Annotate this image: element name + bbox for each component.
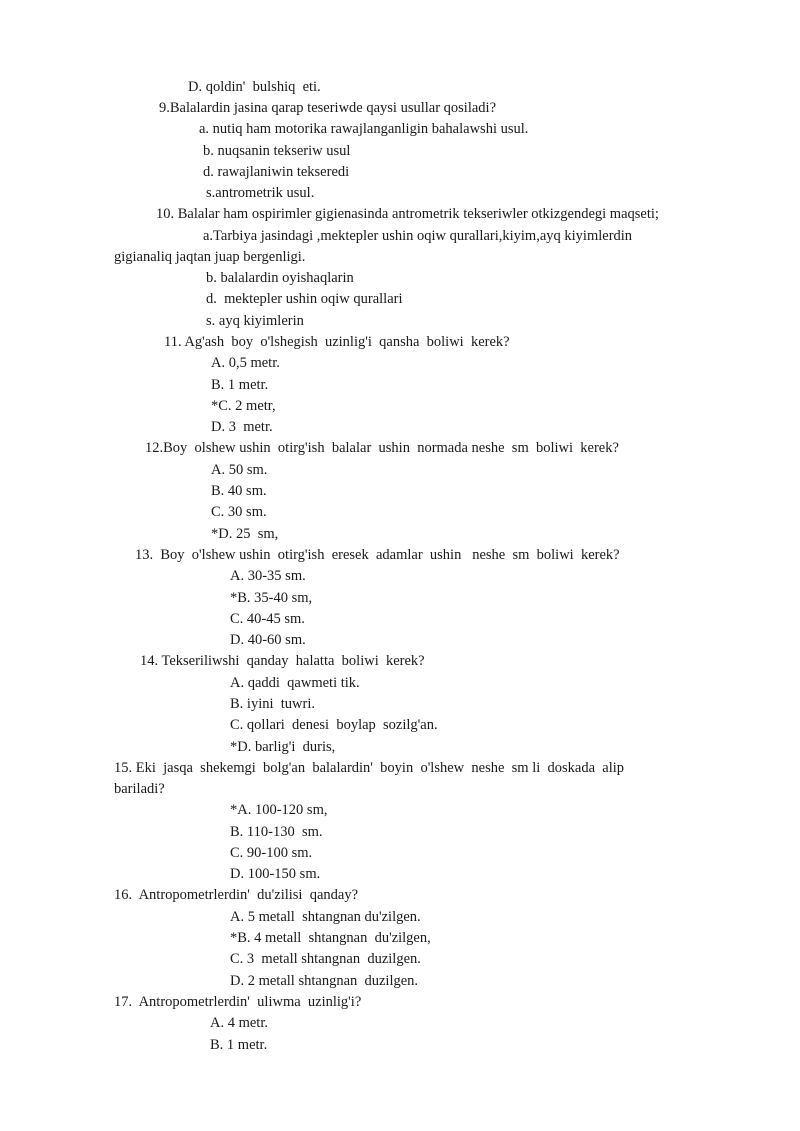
- answer-option: A. 30-35 sm.: [230, 568, 306, 584]
- question-10: 10. Balalar ham ospirimler gigienasinda antrometrik tekseriwler otkizgendegi maqseti;: [156, 206, 659, 222]
- question-15: 15. Eki jasqa shekemgi bolg'an balalardin' boyin o'lshew neshe sm li doskada alip: [114, 760, 625, 776]
- answer-option: A. 4 metr.: [210, 1015, 268, 1031]
- answer-option: s. ayq kiyimlerin: [206, 313, 304, 329]
- answer-option: C. 40-45 sm.: [230, 611, 305, 627]
- question-14: 14. Tekseriliwshi qanday halatta boliwi kerek?: [140, 653, 425, 669]
- answer-option-continuation: gigianaliq jaqtan juap bergenligi.: [114, 249, 306, 265]
- answer-option: D. 2 metall shtangnan duzilgen.: [230, 973, 419, 989]
- answer-option-correct: *D. barlig'i duris,: [230, 739, 336, 755]
- question-17: 17. Antropometrlerdin' uliwma uzinlig'i?: [114, 994, 362, 1010]
- question-16: 16. Antropometrlerdin' du'zilisi qanday?: [114, 887, 359, 903]
- answer-option-correct: *B. 35-40 sm,: [230, 590, 313, 606]
- answer-option-correct: *D. 25 sm,: [211, 526, 279, 542]
- answer-option: B. 1 metr.: [211, 377, 269, 393]
- answer-option: d. mektepler ushin oqiw qurallari: [206, 291, 403, 307]
- answer-option: s.antrometrik usul.: [206, 185, 315, 201]
- answer-option: D. 40-60 sm.: [230, 632, 306, 648]
- question-15-continuation: bariladi?: [114, 781, 165, 797]
- answer-option: d. rawajlaniwin tekseredi: [203, 164, 350, 180]
- answer-option: B. 110-130 sm.: [230, 824, 323, 840]
- answer-option: B. 40 sm.: [211, 483, 267, 499]
- answer-option: D. 3 metr.: [211, 419, 273, 435]
- answer-option: C. 90-100 sm.: [230, 845, 313, 861]
- answer-option-correct: *A. 100-120 sm,: [230, 802, 328, 818]
- answer-option: A. 0,5 metr.: [211, 355, 280, 371]
- answer-option: b. nuqsanin tekseriw usul: [203, 143, 351, 159]
- answer-option: B. 1 metr.: [210, 1037, 268, 1053]
- answer-option-correct: *C. 2 metr,: [211, 398, 276, 414]
- text-line: D. qoldin' bulshiq eti.: [188, 79, 321, 95]
- answer-option: b. balalardin oyishaqlarin: [206, 270, 354, 286]
- answer-option: A. 5 metall shtangnan du'zilgen.: [230, 909, 421, 925]
- question-12: 12.Boy olshew ushin otirg'ish balalar ushin normada neshe sm boliwi kerek?: [145, 440, 619, 456]
- answer-option: C. 30 sm.: [211, 504, 267, 520]
- answer-option: C. qollari denesi boylap sozilg'an.: [230, 717, 438, 733]
- answer-option: a.Tarbiya jasindagi ,mektepler ushin oqiw qurallari,kiyim,ayq kiyimlerdin: [203, 228, 633, 244]
- answer-option: D. 100-150 sm.: [230, 866, 321, 882]
- answer-option: A. qaddi qawmeti tik.: [230, 675, 360, 691]
- question-13: 13. Boy o'lshew ushin otirg'ish eresek adamlar ushin neshe sm boliwi kerek?: [135, 547, 620, 563]
- question-11: 11. Ag'ash boy o'lshegish uzinlig'i qansha boliwi kerek?: [164, 334, 510, 350]
- answer-option: a. nutiq ham motorika rawajlanganligin bahalawshi usul.: [199, 121, 529, 137]
- answer-option: B. iyini tuwri.: [230, 696, 315, 712]
- answer-option: A. 50 sm.: [211, 462, 268, 478]
- answer-option: C. 3 metall shtangnan duzilgen.: [230, 951, 421, 967]
- question-9: 9.Balalardin jasina qarap teseriwde qaysi usullar qosiladi?: [159, 100, 497, 116]
- answer-option-correct: *B. 4 metall shtangnan du'zilgen,: [230, 930, 431, 946]
